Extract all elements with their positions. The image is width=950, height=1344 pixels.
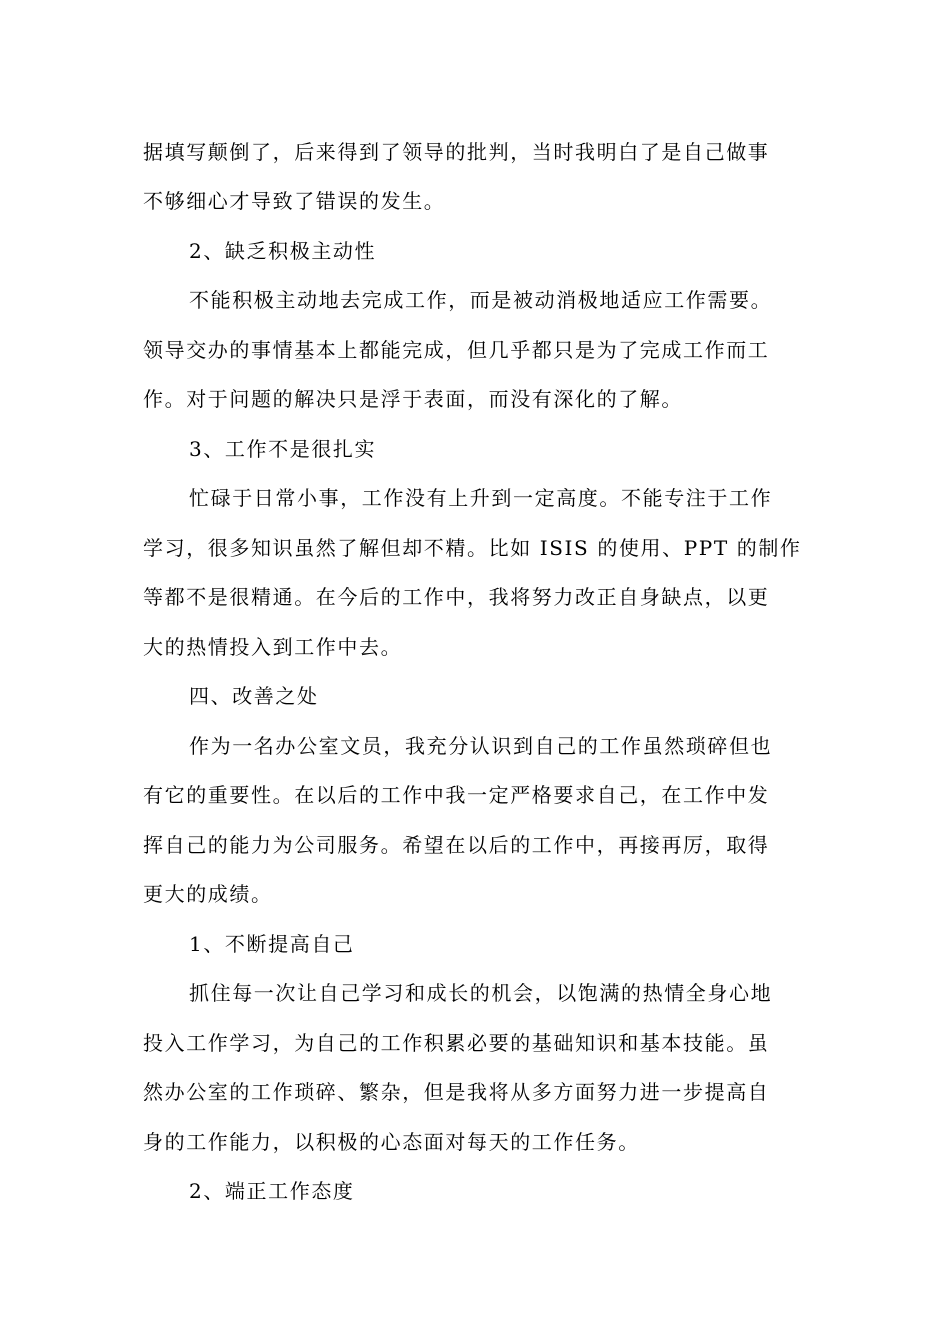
text-line: 学习，很多知识虽然了解但却不精。比如 ISIS 的使用、PPT 的制作 bbox=[143, 536, 802, 560]
text-line: 有它的重要性。在以后的工作中我一定严格要求自己，在工作中发 bbox=[143, 783, 770, 807]
text-line: 抓住每一次让自己学习和成长的机会，以饱满的热情全身心地 bbox=[189, 981, 773, 1005]
text-line: 大的热情投入到工作中去。 bbox=[143, 635, 403, 659]
text-line: 投入工作学习，为自己的工作积累必要的基础知识和基本技能。虽 bbox=[143, 1031, 770, 1055]
text-line: 不能积极主动地去完成工作，而是被动消极地适应工作需要。 bbox=[189, 288, 773, 312]
text-line: 领导交办的事情基本上都能完成，但几乎都只是为了完成工作而工 bbox=[143, 338, 770, 362]
text-line: 然办公室的工作琐碎、繁杂，但是我将从多方面努力进一步提高自 bbox=[143, 1080, 770, 1104]
text-line: 身的工作能力，以积极的心态面对每天的工作任务。 bbox=[143, 1130, 640, 1154]
text-line: 更大的成绩。 bbox=[143, 882, 273, 906]
text-line: 挥自己的能力为公司服务。希望在以后的工作中，再接再厉，取得 bbox=[143, 833, 770, 857]
text-line: 不够细心才导致了错误的发生。 bbox=[143, 189, 446, 213]
text-line: 忙碌于日常小事，工作没有上升到一定高度。不能专注于工作 bbox=[189, 486, 773, 510]
text-line: 等都不是很精通。在今后的工作中，我将努力改正自身缺点，以更 bbox=[143, 585, 770, 609]
section-heading: 四、改善之处 bbox=[189, 684, 319, 708]
text-line: 据填写颠倒了，后来得到了领导的批判，当时我明白了是自己做事 bbox=[143, 140, 770, 164]
text-line: 作。对于问题的解决只是浮于表面，而没有深化的了解。 bbox=[143, 387, 683, 411]
section-heading: 2、端正工作态度 bbox=[189, 1179, 355, 1203]
section-heading: 2、缺乏积极主动性 bbox=[189, 239, 377, 263]
section-heading: 3、工作不是很扎实 bbox=[189, 437, 377, 461]
section-heading: 1、不断提高自己 bbox=[189, 932, 355, 956]
text-line: 作为一名办公室文员，我充分认识到自己的工作虽然琐碎但也 bbox=[189, 734, 773, 758]
